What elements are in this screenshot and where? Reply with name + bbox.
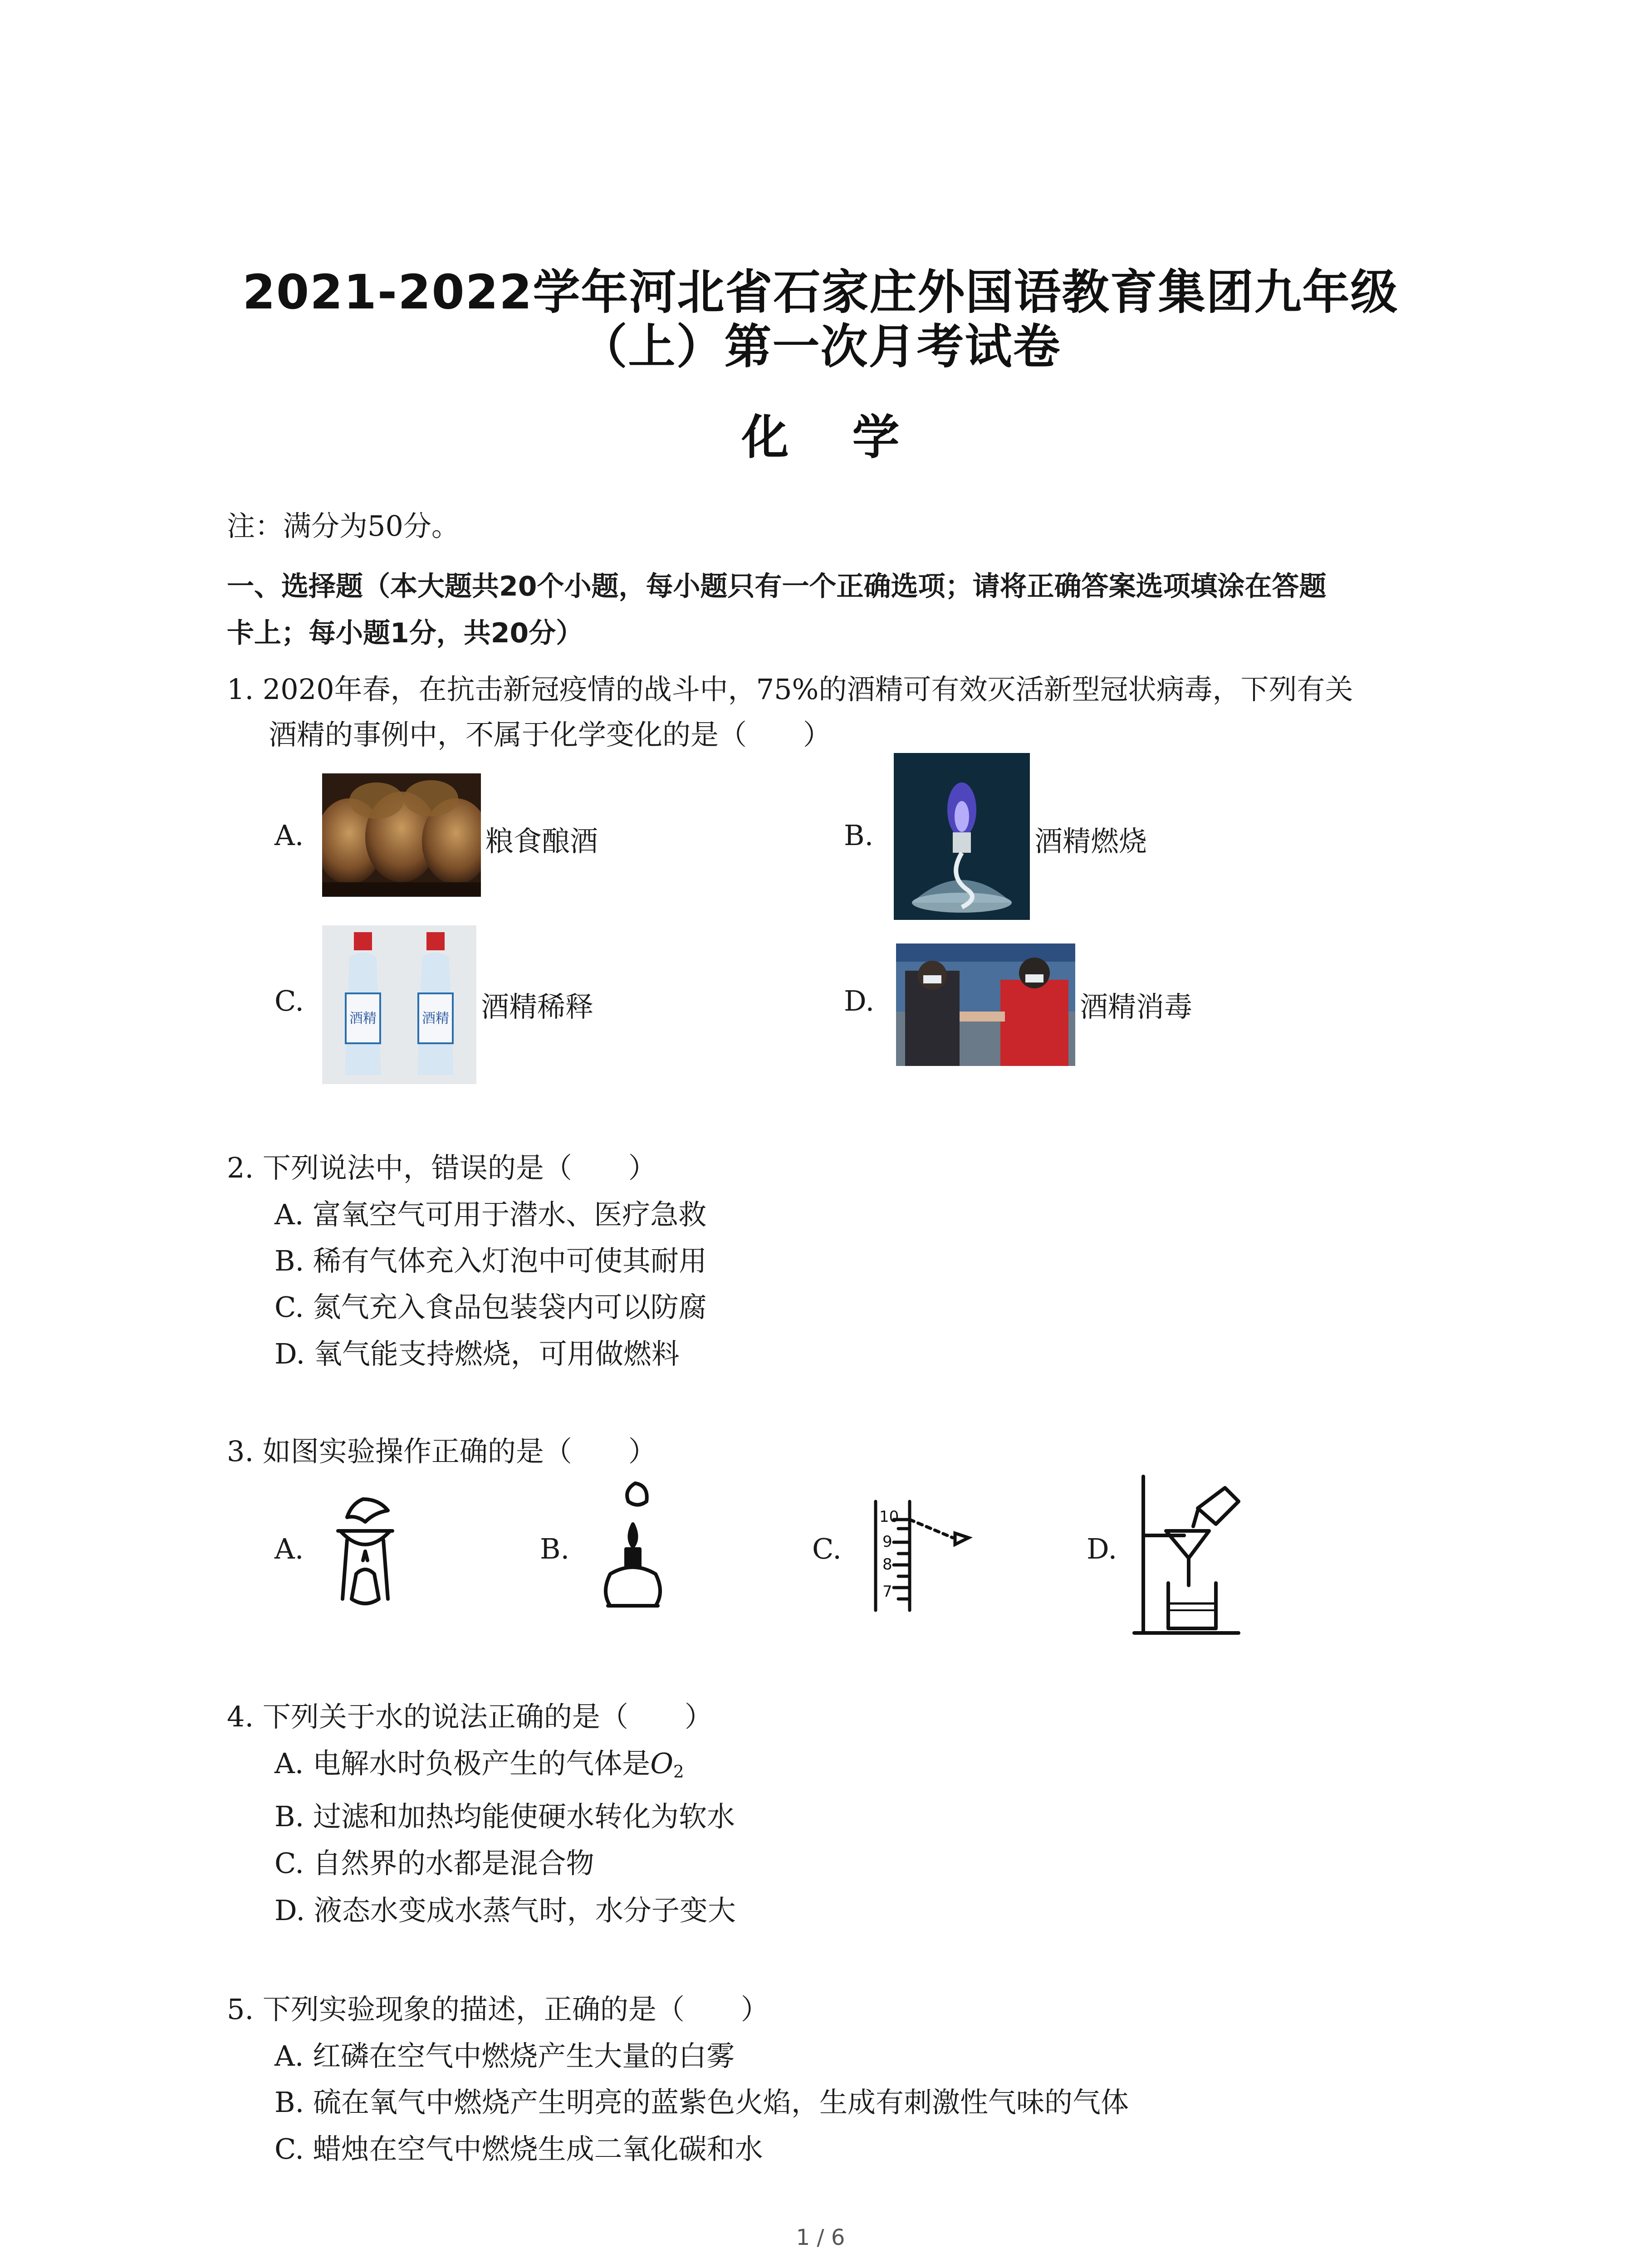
q2-stem: 2. 下列说法中，错误的是（ ） bbox=[227, 1151, 656, 1184]
subject-char-2: 学 bbox=[852, 410, 900, 465]
q1-image-grain-fermentation bbox=[322, 773, 481, 897]
page-number: 1 / 6 bbox=[796, 2225, 845, 2250]
q3-option-c-letter: C. bbox=[812, 1532, 842, 1565]
section1-heading-line2: 卡上；每小题1分，共20分） bbox=[227, 617, 583, 649]
q4-option-d: D. 液态水变成水蒸气时，水分子变大 bbox=[274, 1894, 736, 1927]
q1-image-alcohol-burner bbox=[894, 753, 1030, 920]
subject-title bbox=[0, 399, 1641, 467]
exam-title-line1: 2021-2022学年河北省石家庄外国语教育集团九年级 bbox=[242, 264, 1399, 320]
q3-figure-d-filtration bbox=[1130, 1467, 1248, 1640]
q2-option-d: D. 氧气能支持燃烧，可用做燃料 bbox=[274, 1337, 680, 1370]
q3-option-d-letter: D. bbox=[1087, 1532, 1117, 1565]
cylinder-tick-8: 8 bbox=[882, 1555, 892, 1574]
q1-image-disinfection bbox=[896, 943, 1075, 1066]
cylinder-tick-7: 7 bbox=[882, 1583, 892, 1601]
q1-stem-line2: 酒精的事例中，不属于化学变化的是（ ） bbox=[269, 718, 832, 751]
cylinder-tick-10: 10 bbox=[879, 1508, 899, 1526]
q4-stem: 4. 下列关于水的说法正确的是（ ） bbox=[227, 1700, 713, 1733]
q3-figure-c-graduated-cylinder bbox=[862, 1492, 980, 1619]
subject-char-1: 化 bbox=[741, 410, 789, 465]
q4-option-b: B. 过滤和加热均能使硬水转化为软水 bbox=[274, 1800, 735, 1833]
score-note: 注：满分为50分。 bbox=[227, 509, 460, 543]
q1-option-c-letter: C. bbox=[274, 984, 304, 1017]
q3-stem: 3. 如图实验操作正确的是（ ） bbox=[227, 1435, 656, 1468]
q3-option-a-letter: A. bbox=[274, 1532, 304, 1565]
q5-option-b: B. 硫在氧气中燃烧产生明亮的蓝紫色火焰，生成有刺激性气味的气体 bbox=[274, 2086, 1129, 2119]
q2-option-c: C. 氮气充入食品包装袋内可以防腐 bbox=[274, 1290, 707, 1324]
q1-option-a-letter: A. bbox=[274, 819, 304, 852]
q3-option-b-letter: B. bbox=[540, 1532, 570, 1565]
q4-option-c: C. 自然界的水都是混合物 bbox=[274, 1847, 594, 1880]
q3-figure-a-heating-on-tripod bbox=[320, 1490, 411, 1626]
exam-title-line2: （上）第一次月考试卷 bbox=[580, 319, 1061, 374]
q1-stem-line1: 1. 2020年春，在抗击新冠疫情的战斗中，75%的酒精可有效灭活新型冠状病毒，下列有关 bbox=[227, 673, 1353, 706]
bottle-label-left: 酒精 bbox=[349, 1011, 377, 1026]
q2-option-b: B. 稀有气体充入灯泡中可使其耐用 bbox=[274, 1244, 707, 1277]
q1-option-b-text: 酒精燃烧 bbox=[1034, 825, 1147, 858]
q4-option-a bbox=[274, 1741, 684, 1781]
q5-stem: 5. 下列实验现象的描述，正确的是（ ） bbox=[227, 1993, 769, 2026]
q4-formula-o: O bbox=[650, 1747, 674, 1780]
q1-option-d-text: 酒精消毒 bbox=[1080, 990, 1193, 1023]
q1-option-c-text: 酒精稀释 bbox=[481, 990, 594, 1023]
q5-option-a: A. 红磷在空气中燃烧产生大量的白雾 bbox=[274, 2039, 735, 2072]
q4-option-a-text: A. 电解水时负极产生的气体是 bbox=[274, 1747, 651, 1780]
q1-image-alcohol-bottles bbox=[322, 925, 476, 1084]
bottle-label-right: 酒精 bbox=[422, 1011, 449, 1026]
cylinder-tick-9: 9 bbox=[882, 1533, 892, 1551]
q5-option-c: C. 蜡烛在空气中燃烧生成二氧化碳和水 bbox=[274, 2132, 763, 2165]
section1-heading-line1: 一、选择题（本大题共20个小题，每小题只有一个正确选项；请将正确答案选项填涂在答题 bbox=[227, 571, 1327, 602]
q2-option-a: A. 富氧空气可用于潜水、医疗急救 bbox=[274, 1198, 707, 1231]
q3-figure-b-alcohol-lamp bbox=[588, 1474, 678, 1628]
q1-option-a-text: 粮食酿酒 bbox=[485, 825, 598, 858]
q1-option-b-letter: B. bbox=[844, 819, 874, 852]
q4-formula-sub: 2 bbox=[673, 1761, 684, 1782]
q1-option-d-letter: D. bbox=[844, 984, 875, 1017]
